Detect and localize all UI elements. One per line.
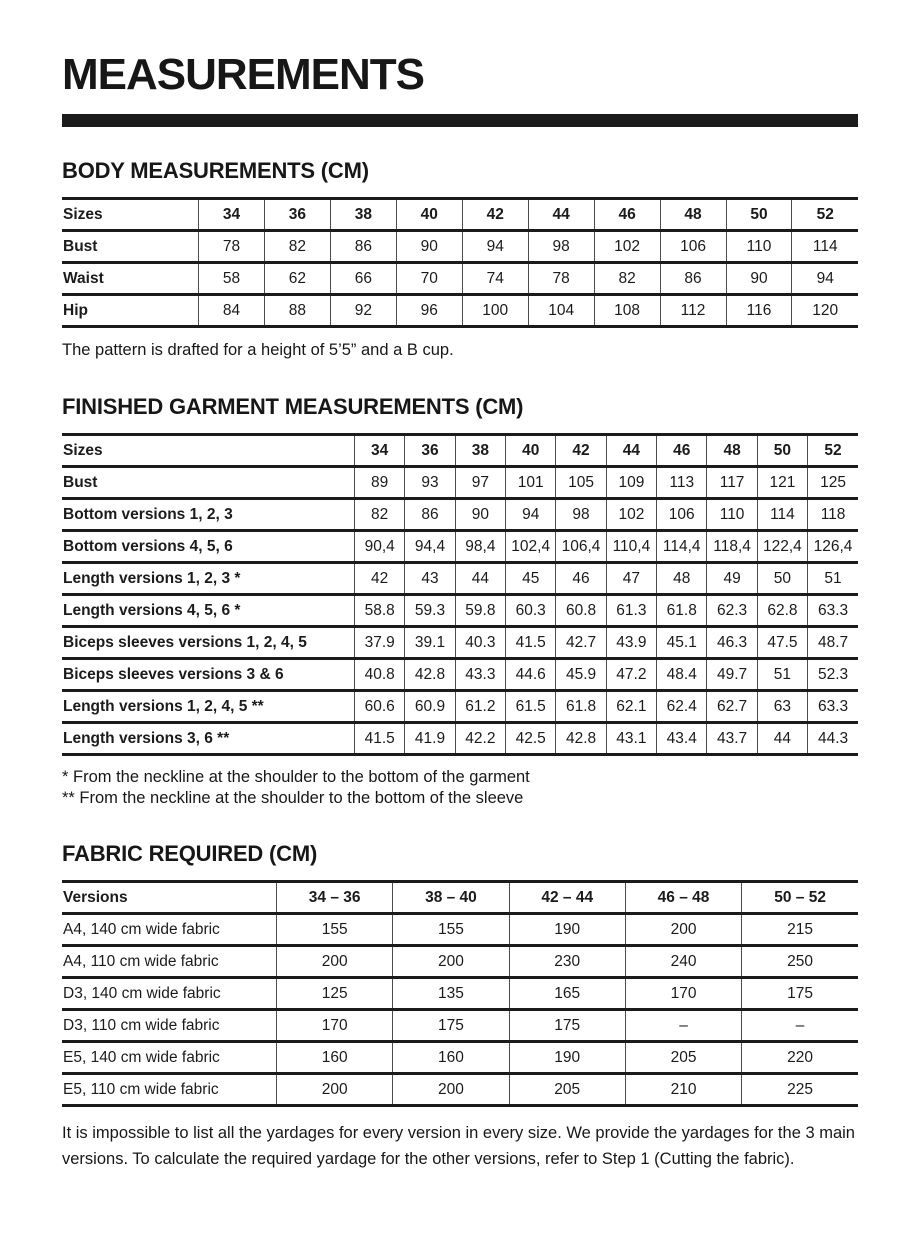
finished-garment-table xyxy=(62,433,858,756)
value-cell: 61.8 xyxy=(657,595,707,627)
body-measurements-heading: BODY MEASUREMENTS (CM) xyxy=(62,158,369,184)
value-cell: 165 xyxy=(509,978,625,1010)
value-cell: 51 xyxy=(757,659,807,691)
value-cell: 48.7 xyxy=(808,627,858,659)
value-cell: 86 xyxy=(330,231,396,263)
value-cell: 90 xyxy=(396,231,462,263)
value-cell: 135 xyxy=(393,978,509,1010)
value-cell: 117 xyxy=(707,467,757,499)
value-cell: 42.5 xyxy=(506,723,556,755)
row-label: E5, 110 cm wide fabric xyxy=(62,1074,277,1106)
value-cell: 114,4 xyxy=(657,531,707,563)
table-row xyxy=(62,1074,858,1106)
row-label: Length versions 3, 6 ** xyxy=(62,723,355,755)
value-cell: 112 xyxy=(660,295,726,327)
value-cell: 40.3 xyxy=(455,627,505,659)
value-cell: 104 xyxy=(528,295,594,327)
column-header-cell: 46 xyxy=(657,435,707,467)
finished-garment-heading: FINISHED GARMENT MEASUREMENTS (CM) xyxy=(62,394,524,420)
value-cell: 62.1 xyxy=(606,691,656,723)
table-row xyxy=(62,531,858,563)
value-cell: 97 xyxy=(455,467,505,499)
value-cell: 110 xyxy=(726,231,792,263)
column-header-cell: 34 xyxy=(199,199,265,231)
value-cell: 118,4 xyxy=(707,531,757,563)
value-cell: 58 xyxy=(199,263,265,295)
value-cell: 82 xyxy=(355,499,405,531)
value-cell: 155 xyxy=(277,914,393,946)
value-cell: 200 xyxy=(393,1074,509,1106)
value-cell: 61.8 xyxy=(556,691,606,723)
row-label: Length versions 4, 5, 6 * xyxy=(62,595,355,627)
column-header-cell: 42 xyxy=(462,199,528,231)
column-header-cell: 50 xyxy=(726,199,792,231)
value-cell: 101 xyxy=(506,467,556,499)
column-header-label: Sizes xyxy=(62,199,199,231)
value-cell: 49.7 xyxy=(707,659,757,691)
value-cell: 100 xyxy=(462,295,528,327)
footnote-garment-length: * From the neckline at the shoulder to the bottom of the garment xyxy=(62,768,530,787)
row-label: Bust xyxy=(62,231,199,263)
value-cell: 109 xyxy=(606,467,656,499)
value-cell: – xyxy=(742,1010,858,1042)
value-cell: 170 xyxy=(277,1010,393,1042)
value-cell: 94 xyxy=(462,231,528,263)
table-row xyxy=(62,231,858,263)
value-cell: 88 xyxy=(264,295,330,327)
table-row xyxy=(62,499,858,531)
column-header-cell: 36 xyxy=(264,199,330,231)
value-cell: 37.9 xyxy=(355,627,405,659)
value-cell: 51 xyxy=(808,563,858,595)
value-cell: 62.8 xyxy=(757,595,807,627)
column-header-cell: 52 xyxy=(808,435,858,467)
value-cell: 44 xyxy=(757,723,807,755)
value-cell: 126,4 xyxy=(808,531,858,563)
column-header-cell: 38 – 40 xyxy=(393,882,509,914)
value-cell: 42 xyxy=(355,563,405,595)
value-cell: 45.9 xyxy=(556,659,606,691)
row-label: Bottom versions 4, 5, 6 xyxy=(62,531,355,563)
value-cell: 43.3 xyxy=(455,659,505,691)
value-cell: 70 xyxy=(396,263,462,295)
column-header-cell: 36 xyxy=(405,435,455,467)
column-header-cell: 38 xyxy=(455,435,505,467)
value-cell: 110 xyxy=(707,499,757,531)
value-cell: 44.6 xyxy=(506,659,556,691)
value-cell: 62.7 xyxy=(707,691,757,723)
value-cell: 96 xyxy=(396,295,462,327)
value-cell: 49 xyxy=(707,563,757,595)
row-label: D3, 110 cm wide fabric xyxy=(62,1010,277,1042)
table-row xyxy=(62,659,858,691)
value-cell: 60.6 xyxy=(355,691,405,723)
value-cell: 42.8 xyxy=(405,659,455,691)
value-cell: 50 xyxy=(757,563,807,595)
value-cell: 220 xyxy=(742,1042,858,1074)
value-cell: 59.8 xyxy=(455,595,505,627)
table-row xyxy=(62,978,858,1010)
value-cell: 125 xyxy=(808,467,858,499)
value-cell: 47.5 xyxy=(757,627,807,659)
value-cell: 90 xyxy=(726,263,792,295)
value-cell: 52.3 xyxy=(808,659,858,691)
value-cell: 200 xyxy=(393,946,509,978)
value-cell: 215 xyxy=(742,914,858,946)
column-header-cell: 46 – 48 xyxy=(625,882,741,914)
value-cell: 82 xyxy=(594,263,660,295)
column-header-cell: 42 – 44 xyxy=(509,882,625,914)
value-cell: 41.5 xyxy=(506,627,556,659)
row-label: Length versions 1, 2, 3 * xyxy=(62,563,355,595)
value-cell: 210 xyxy=(625,1074,741,1106)
value-cell: 175 xyxy=(393,1010,509,1042)
column-header-cell: 50 xyxy=(757,435,807,467)
column-header-cell: 40 xyxy=(506,435,556,467)
value-cell: 106 xyxy=(660,231,726,263)
value-cell: 41.5 xyxy=(355,723,405,755)
value-cell: 92 xyxy=(330,295,396,327)
value-cell: 48.4 xyxy=(657,659,707,691)
height-cup-note: The pattern is drafted for a height of 5’5” and a B cup. xyxy=(62,341,454,360)
value-cell: 200 xyxy=(277,946,393,978)
value-cell: 84 xyxy=(199,295,265,327)
value-cell: 114 xyxy=(792,231,858,263)
column-header-cell: 44 xyxy=(606,435,656,467)
value-cell: 90 xyxy=(455,499,505,531)
row-label: Bottom versions 1, 2, 3 xyxy=(62,499,355,531)
table-row xyxy=(62,295,858,327)
value-cell: 205 xyxy=(625,1042,741,1074)
value-cell: 190 xyxy=(509,1042,625,1074)
value-cell: 205 xyxy=(509,1074,625,1106)
value-cell: 94 xyxy=(506,499,556,531)
value-cell: 106,4 xyxy=(556,531,606,563)
value-cell: 60.8 xyxy=(556,595,606,627)
value-cell: 43.7 xyxy=(707,723,757,755)
yardage-note-paragraph: It is impossible to list all the yardages for every version in every size. We provide the yardages for the 3 main versions. To calculate the required yardage for the other versions, refer to Step 1 (Cutting the fabric). xyxy=(62,1124,855,1169)
value-cell: 86 xyxy=(405,499,455,531)
column-header-cell: 48 xyxy=(660,199,726,231)
value-cell: 60.9 xyxy=(405,691,455,723)
value-cell: 190 xyxy=(509,914,625,946)
value-cell: 42.8 xyxy=(556,723,606,755)
value-cell: 60.3 xyxy=(506,595,556,627)
value-cell: 118 xyxy=(808,499,858,531)
value-cell: 62.3 xyxy=(707,595,757,627)
value-cell: 40.8 xyxy=(355,659,405,691)
value-cell: 44 xyxy=(455,563,505,595)
value-cell: 43.9 xyxy=(606,627,656,659)
value-cell: 240 xyxy=(625,946,741,978)
column-header-cell: 44 xyxy=(528,199,594,231)
value-cell: 61.5 xyxy=(506,691,556,723)
column-header-label: Versions xyxy=(62,882,277,914)
value-cell: 160 xyxy=(393,1042,509,1074)
row-label: Bust xyxy=(62,467,355,499)
value-cell: – xyxy=(625,1010,741,1042)
column-header-cell: 34 – 36 xyxy=(277,882,393,914)
value-cell: 59.3 xyxy=(405,595,455,627)
row-label: D3, 140 cm wide fabric xyxy=(62,978,277,1010)
value-cell: 46.3 xyxy=(707,627,757,659)
value-cell: 63.3 xyxy=(808,691,858,723)
value-cell: 61.3 xyxy=(606,595,656,627)
title-rule xyxy=(62,114,858,127)
column-header-cell: 40 xyxy=(396,199,462,231)
value-cell: 93 xyxy=(405,467,455,499)
table-row xyxy=(62,563,858,595)
value-cell: 250 xyxy=(742,946,858,978)
row-label: Biceps sleeves versions 1, 2, 4, 5 xyxy=(62,627,355,659)
value-cell: 120 xyxy=(792,295,858,327)
value-cell: 74 xyxy=(462,263,528,295)
value-cell: 98,4 xyxy=(455,531,505,563)
value-cell: 61.2 xyxy=(455,691,505,723)
value-cell: 225 xyxy=(742,1074,858,1106)
value-cell: 78 xyxy=(199,231,265,263)
value-cell: 63.3 xyxy=(808,595,858,627)
value-cell: 94,4 xyxy=(405,531,455,563)
footnote-sleeve-length: ** From the neckline at the shoulder to the bottom of the sleeve xyxy=(62,789,524,808)
value-cell: 125 xyxy=(277,978,393,1010)
table-header-row xyxy=(62,199,858,231)
value-cell: 86 xyxy=(660,263,726,295)
value-cell: 63 xyxy=(757,691,807,723)
column-header-cell: 52 xyxy=(792,199,858,231)
table-row xyxy=(62,723,858,755)
value-cell: 43.4 xyxy=(657,723,707,755)
value-cell: 39.1 xyxy=(405,627,455,659)
value-cell: 108 xyxy=(594,295,660,327)
table-row xyxy=(62,627,858,659)
table-header-row xyxy=(62,882,858,914)
value-cell: 78 xyxy=(528,263,594,295)
value-cell: 46 xyxy=(556,563,606,595)
value-cell: 44.3 xyxy=(808,723,858,755)
table-row xyxy=(62,946,858,978)
table-row xyxy=(62,1010,858,1042)
value-cell: 155 xyxy=(393,914,509,946)
value-cell: 42.2 xyxy=(455,723,505,755)
value-cell: 94 xyxy=(792,263,858,295)
value-cell: 66 xyxy=(330,263,396,295)
row-label: A4, 110 cm wide fabric xyxy=(62,946,277,978)
table-row xyxy=(62,263,858,295)
value-cell: 58.8 xyxy=(355,595,405,627)
section-finished-garment-measurements xyxy=(62,394,858,809)
table-row xyxy=(62,595,858,627)
value-cell: 43.1 xyxy=(606,723,656,755)
value-cell: 102 xyxy=(606,499,656,531)
value-cell: 47 xyxy=(606,563,656,595)
value-cell: 175 xyxy=(742,978,858,1010)
value-cell: 98 xyxy=(556,499,606,531)
value-cell: 62.4 xyxy=(657,691,707,723)
column-header-cell: 46 xyxy=(594,199,660,231)
value-cell: 90,4 xyxy=(355,531,405,563)
value-cell: 170 xyxy=(625,978,741,1010)
page-title: MEASUREMENTS xyxy=(62,50,425,99)
value-cell: 98 xyxy=(528,231,594,263)
fabric-required-table xyxy=(62,880,858,1107)
value-cell: 45.1 xyxy=(657,627,707,659)
table-row xyxy=(62,914,858,946)
value-cell: 105 xyxy=(556,467,606,499)
value-cell: 41.9 xyxy=(405,723,455,755)
table-row xyxy=(62,1042,858,1074)
value-cell: 102 xyxy=(594,231,660,263)
row-label: A4, 140 cm wide fabric xyxy=(62,914,277,946)
section-body-measurements xyxy=(62,158,858,361)
value-cell: 42.7 xyxy=(556,627,606,659)
value-cell: 122,4 xyxy=(757,531,807,563)
row-label: Length versions 1, 2, 4, 5 ** xyxy=(62,691,355,723)
value-cell: 160 xyxy=(277,1042,393,1074)
table-row xyxy=(62,691,858,723)
column-header-cell: 38 xyxy=(330,199,396,231)
column-header-cell: 50 – 52 xyxy=(742,882,858,914)
row-label: Hip xyxy=(62,295,199,327)
value-cell: 175 xyxy=(509,1010,625,1042)
value-cell: 116 xyxy=(726,295,792,327)
body-measurements-table xyxy=(62,197,858,328)
value-cell: 102,4 xyxy=(506,531,556,563)
value-cell: 230 xyxy=(509,946,625,978)
column-header-cell: 42 xyxy=(556,435,606,467)
value-cell: 200 xyxy=(625,914,741,946)
value-cell: 82 xyxy=(264,231,330,263)
value-cell: 114 xyxy=(757,499,807,531)
fabric-required-heading: FABRIC REQUIRED (CM) xyxy=(62,841,318,867)
column-header-label: Sizes xyxy=(62,435,355,467)
row-label: Waist xyxy=(62,263,199,295)
value-cell: 48 xyxy=(657,563,707,595)
row-label: E5, 140 cm wide fabric xyxy=(62,1042,277,1074)
value-cell: 89 xyxy=(355,467,405,499)
value-cell: 121 xyxy=(757,467,807,499)
value-cell: 43 xyxy=(405,563,455,595)
value-cell: 47.2 xyxy=(606,659,656,691)
row-label: Biceps sleeves versions 3 & 6 xyxy=(62,659,355,691)
value-cell: 45 xyxy=(506,563,556,595)
value-cell: 106 xyxy=(657,499,707,531)
section-fabric-required xyxy=(62,841,858,1172)
table-row xyxy=(62,467,858,499)
value-cell: 113 xyxy=(657,467,707,499)
value-cell: 110,4 xyxy=(606,531,656,563)
value-cell: 62 xyxy=(264,263,330,295)
table-header-row xyxy=(62,435,858,467)
value-cell: 200 xyxy=(277,1074,393,1106)
column-header-cell: 48 xyxy=(707,435,757,467)
column-header-cell: 34 xyxy=(355,435,405,467)
